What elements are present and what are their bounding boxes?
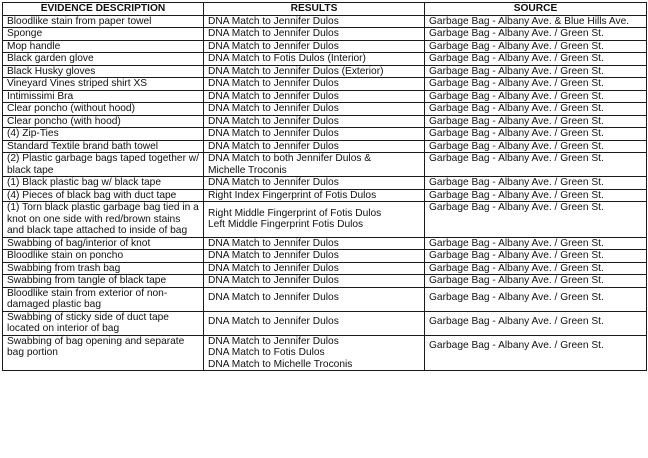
evidence-description-cell: Swabbing from trash bag	[3, 262, 204, 275]
result-line: DNA Match to Jennifer Dulos	[208, 291, 339, 303]
source-cell: Garbage Bag - Albany Ave. / Green St.	[425, 335, 647, 371]
table-row	[3, 153, 647, 177]
result-line: Right Index Fingerprint of Fotis Dulos	[208, 189, 377, 201]
source-cell: Garbage Bag - Albany Ave. / Green St.	[425, 202, 647, 238]
table-row	[3, 53, 647, 66]
result-line: DNA Match to Jennifer Dulos	[208, 275, 339, 286]
table-row	[3, 311, 647, 335]
result-line: DNA Match to Jennifer Dulos	[208, 250, 339, 261]
table-row	[3, 90, 647, 103]
results-cell	[204, 287, 425, 311]
evidence-description-cell: Intimissimi Bra	[3, 90, 204, 103]
result-line: DNA Match to Jennifer Dulos	[208, 78, 339, 89]
results-cell	[204, 128, 425, 141]
source-cell: Garbage Bag - Albany Ave. / Green St.	[425, 28, 647, 41]
results-cell	[204, 262, 425, 275]
header-source: SOURCE	[425, 3, 647, 16]
source-cell: Garbage Bag - Albany Ave. & Blue Hills Ave.	[425, 15, 647, 28]
result-line: DNA Match to Jennifer Dulos	[208, 40, 339, 52]
results-cell	[204, 65, 425, 78]
results-cell	[204, 311, 425, 335]
source-cell: Garbage Bag - Albany Ave. / Green St.	[425, 78, 647, 91]
table-row	[3, 237, 647, 250]
result-line: DNA Match to Jennifer Dulos	[208, 103, 339, 114]
evidence-description-cell: Bloodlike stain from paper towel	[3, 15, 204, 28]
results-cell	[204, 28, 425, 41]
header-evidence-description: EVIDENCE DESCRIPTION	[3, 3, 204, 16]
evidence-description-cell: (2) Plastic garbage bags taped together w/ black tape	[3, 153, 204, 177]
results-cell	[204, 237, 425, 250]
table-row	[3, 115, 647, 128]
source-cell: Garbage Bag - Albany Ave. / Green St.	[425, 177, 647, 190]
evidence-description-cell: Black Husky gloves	[3, 65, 204, 78]
source-cell: Garbage Bag - Albany Ave. / Green St.	[425, 153, 647, 177]
source-cell: Garbage Bag - Albany Ave. / Green St.	[425, 287, 647, 311]
source-cell: Garbage Bag - Albany Ave. / Green St.	[425, 311, 647, 335]
source-cell: Garbage Bag - Albany Ave. / Green St.	[425, 140, 647, 153]
results-cell	[204, 202, 425, 238]
header-results: RESULTS	[204, 3, 425, 16]
evidence-description-cell: (4) Pieces of black bag with duct tape	[3, 189, 204, 202]
table-row	[3, 128, 647, 141]
evidence-description-cell: Bloodlike stain from exterior of non-damaged plastic bag	[3, 287, 204, 311]
evidence-description-cell: Swabbing of sticky side of duct tape located on interior of bag	[3, 311, 204, 335]
results-cell	[204, 275, 425, 288]
result-line: Left Middle Fingerprint Fotis Dulos	[208, 219, 364, 231]
table-row	[3, 103, 647, 116]
evidence-description-cell: Mop handle	[3, 40, 204, 53]
result-line: DNA Match to Jennifer Dulos	[208, 237, 339, 249]
table-row	[3, 250, 647, 263]
table-row	[3, 189, 647, 202]
source-cell: Garbage Bag - Albany Ave. / Green St.	[425, 115, 647, 128]
evidence-description-cell: Bloodlike stain on poncho	[3, 250, 204, 263]
table-row	[3, 140, 647, 153]
table-row	[3, 15, 647, 28]
source-cell: Garbage Bag - Albany Ave. / Green St.	[425, 262, 647, 275]
table-row	[3, 202, 647, 238]
source-cell: Garbage Bag - Albany Ave. / Green St.	[425, 189, 647, 202]
result-line: DNA Match to Fotis Dulos (Interior)	[208, 53, 366, 64]
evidence-description-cell: Swabbing from tangle of black tape	[3, 275, 204, 288]
evidence-description-cell: Clear poncho (with hood)	[3, 115, 204, 128]
result-line: DNA Match to Jennifer Dulos (Exterior)	[208, 65, 384, 77]
evidence-description-cell: Black garden glove	[3, 53, 204, 66]
result-line: DNA Match to Jennifer Dulos	[208, 315, 339, 327]
table-row	[3, 335, 647, 371]
results-cell	[204, 78, 425, 91]
result-line: DNA Match to both Jennifer Dulos &	[208, 153, 372, 164]
table-row	[3, 275, 647, 288]
source-cell: Garbage Bag - Albany Ave. / Green St.	[425, 250, 647, 263]
source-cell: Garbage Bag - Albany Ave. / Green St.	[425, 40, 647, 53]
results-cell	[204, 15, 425, 28]
results-cell	[204, 335, 425, 371]
result-line: DNA Match to Jennifer Dulos	[208, 128, 339, 139]
result-line: DNA Match to Jennifer Dulos	[208, 177, 339, 188]
result-line: DNA Match to Jennifer Dulos	[208, 335, 339, 347]
results-cell	[204, 103, 425, 116]
result-line: DNA Match to Jennifer Dulos	[208, 90, 339, 102]
results-cell	[204, 153, 425, 177]
source-cell: Garbage Bag - Albany Ave. / Green St.	[425, 53, 647, 66]
evidence-description-cell: Standard Textile brand bath towel	[3, 140, 204, 153]
result-line: Right Middle Fingerprint of Fotis Dulos	[208, 207, 382, 219]
results-cell	[204, 90, 425, 103]
results-cell	[204, 53, 425, 66]
table-row	[3, 177, 647, 190]
evidence-document	[2, 2, 646, 371]
result-line: DNA Match to Jennifer Dulos	[208, 28, 339, 39]
results-cell	[204, 250, 425, 263]
results-cell	[204, 115, 425, 128]
table-row	[3, 40, 647, 53]
results-cell	[204, 40, 425, 53]
source-cell: Garbage Bag - Albany Ave. / Green St.	[425, 275, 647, 288]
header-row	[3, 3, 647, 16]
evidence-description-cell: Swabbing of bag opening and separate bag portion	[3, 335, 204, 371]
table-row	[3, 28, 647, 41]
evidence-description-cell: Vineyard Vines striped shirt XS	[3, 78, 204, 91]
evidence-description-cell: Sponge	[3, 28, 204, 41]
results-cell	[204, 140, 425, 153]
result-line: DNA Match to Jennifer Dulos	[208, 262, 339, 274]
table-row	[3, 65, 647, 78]
result-line: DNA Match to Jennifer Dulos	[208, 140, 339, 152]
result-line: DNA Match to Michelle Troconis	[208, 358, 353, 370]
results-cell	[204, 177, 425, 190]
evidence-description-cell: Clear poncho (without hood)	[3, 103, 204, 116]
source-cell: Garbage Bag - Albany Ave. / Green St.	[425, 103, 647, 116]
evidence-table	[2, 2, 647, 371]
results-cell	[204, 189, 425, 202]
table-row	[3, 262, 647, 275]
table-row	[3, 78, 647, 91]
result-line: DNA Match to Fotis Dulos	[208, 347, 325, 358]
source-cell: Garbage Bag - Albany Ave. / Green St.	[425, 65, 647, 78]
source-cell: Garbage Bag - Albany Ave. / Green St.	[425, 90, 647, 103]
evidence-description-cell: (4) Zip-Ties	[3, 128, 204, 141]
evidence-description-cell: Swabbing of bag/interior of knot	[3, 237, 204, 250]
result-line: DNA Match to Jennifer Dulos	[208, 15, 339, 27]
result-line: Michelle Troconis	[208, 164, 287, 176]
source-cell: Garbage Bag - Albany Ave. / Green St.	[425, 237, 647, 250]
evidence-description-cell: (1) Torn black plastic garbage bag tied in a knot on one side with red/brown stains and black tape attached to inside of bag	[3, 202, 204, 238]
source-cell: Garbage Bag - Albany Ave. / Green St.	[425, 128, 647, 141]
evidence-description-cell: (1) Black plastic bag w/ black tape	[3, 177, 204, 190]
result-line: DNA Match to Jennifer Dulos	[208, 115, 339, 127]
table-row	[3, 287, 647, 311]
